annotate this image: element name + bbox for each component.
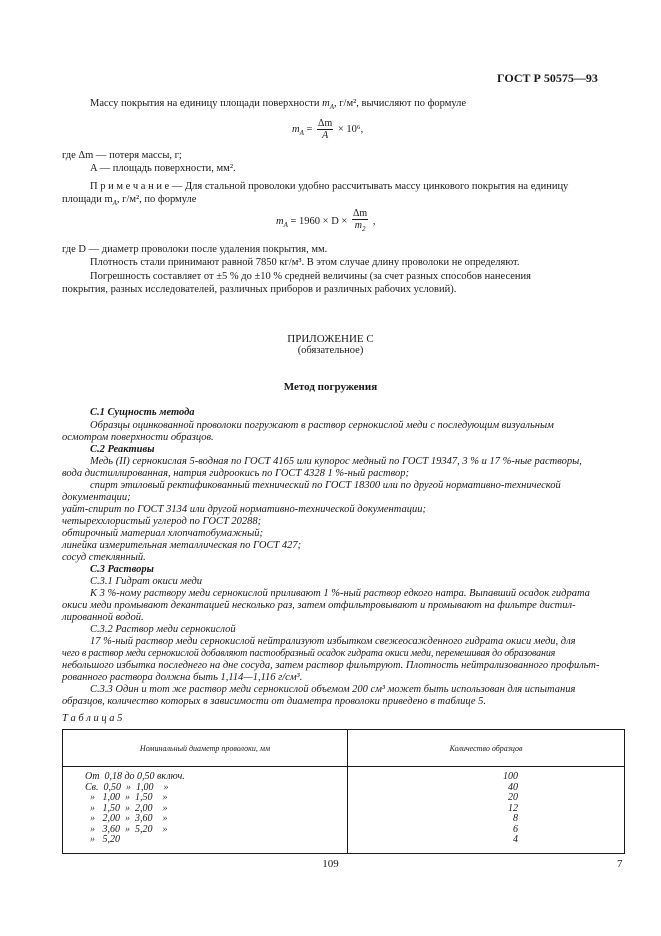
document-header: ГОСТ Р 50575—93: [497, 71, 598, 85]
c31-line3: лированной водой.: [62, 612, 144, 623]
table-cell-count: 8: [513, 813, 518, 824]
table-5: [62, 729, 625, 854]
density-paragraph: Плотность стали принимают равной 7850 кг/м³. В этом случае длину проволоки не определяют.: [90, 257, 520, 268]
c31-line1: К 3 %-ному раствору меди сернокислой приливают 1 %-ный раствор едкого натра. Выпавший осадок гидрата: [90, 588, 590, 599]
c2-line1: Медь (II) сернокислая 5-водная по ГОСТ 4165 или купорос медный по ГОСТ 19347, 3 % и 17 %-ные растворы,: [90, 456, 582, 467]
table-cell-diameter: » 5,20: [85, 834, 120, 845]
c32-line2: чего в раствор меди сернокислой добавляют пастообразный осадок гидрата окиси меди, перемешивая до образования: [62, 648, 556, 659]
table-cell-diameter: » 3,60 » 5,20 »: [85, 823, 168, 835]
c31-line2: окиси меди промывают декантацией несколько раз, затем отфильтровывают и промывают на фильтре дистил-: [62, 600, 576, 611]
table-header-count: Количество образцов: [348, 730, 625, 767]
section-c3-title: С.3 Растворы: [90, 564, 154, 575]
c2-line7: обтирочный материал хлопчатобумажный;: [62, 528, 263, 539]
formula-wire: [276, 208, 375, 235]
c1-line2: осмотром поверхности образцов.: [62, 432, 214, 443]
formula1-fraction: [317, 118, 333, 141]
formula1-num: Δm: [318, 118, 333, 129]
formula2-den: [352, 220, 368, 235]
note-sub: A: [112, 199, 117, 208]
formula1-den: A: [322, 130, 329, 141]
definition-delta-m: где Δm — потеря массы, г;: [62, 150, 182, 161]
formula2-den-sub: 2: [361, 225, 366, 233]
note-text2: площади m: [62, 194, 113, 205]
section-c2-title: С.2 Реактивы: [90, 444, 155, 455]
formula2-num: Δm: [352, 208, 368, 219]
formula2-lhs-sub: A: [283, 221, 288, 229]
formula2-den-var: m: [354, 220, 362, 231]
table-cell-count: 6: [513, 823, 518, 835]
intro-text: Массу покрытия на единицу площади поверхности: [90, 98, 320, 109]
note-label: П р и м е ч а н и е —: [90, 181, 183, 192]
definition-diameter: где D — диаметр проволоки после удаления покрытия, мм.: [62, 244, 328, 255]
formula1-eq: =: [306, 123, 313, 135]
error-paragraph-line1: Погрешность составляет от ±5 % до ±10 % средней величины (за счет разных способов нанесения: [90, 271, 531, 282]
table-cell-count: 40: [508, 781, 518, 793]
c1-line1: Образцы оцинкованной проволоки погружают в раствор сернокислой меди с последующим визуальным: [90, 420, 554, 431]
formula1-lhs: m: [292, 123, 300, 135]
intro-var-sub: A: [329, 103, 334, 112]
table-cell-diameter: » 1,50 » 2,00 »: [85, 802, 168, 814]
c32-line4: рованного раствора должна быть 1,114—1,116 г/см³.: [62, 672, 303, 683]
note-text: Для стальной проволоки удобно рассчитывать массу цинкового покрытия на единицу: [184, 181, 569, 192]
method-heading: Метод погружения: [283, 381, 378, 393]
intro-end: вычисляют по формуле: [361, 98, 467, 109]
intro-var: m: [322, 98, 330, 109]
error-paragraph-line2: покрытия, разных исследователей, различных приборов и различных рабочих условий).: [62, 284, 457, 295]
c2-line6: четыреххлористый углерод по ГОСТ 20288;: [62, 516, 262, 527]
c2-line4: документации;: [62, 492, 131, 503]
c33-line1: С.3.3 Один и тот же раствор меди сернокислой объемом 200 см³ может быть использован для испытания: [90, 684, 576, 695]
table-cell-diameter: » 1,00 » 1,50 »: [85, 792, 168, 803]
table-cell-diameter: » 2,00 » 3,60 »: [85, 813, 168, 824]
c32-title: С.3.2 Раствор меди сернокислой: [90, 624, 236, 635]
c2-line2: вода дистиллированная, натрия гидроокись по ГОСТ 4328 1 %-ный раствор;: [62, 468, 410, 479]
appendix-title: ПРИЛОЖЕНИЕ С: [287, 333, 374, 345]
formula2-fraction: [352, 208, 368, 235]
page-number: 109: [322, 858, 339, 870]
c2-line5: уайт-спирит по ГОСТ 3134 или другой нормативно-технической документации;: [62, 504, 426, 515]
table-body-row: [63, 767, 625, 854]
formula2-eq: = 1960 × D ×: [290, 215, 348, 227]
c32-line1: 17 %-ный раствор меди сернокислой нейтрализуют избытком свежеосажденного гидрата окиси меди, для: [90, 636, 576, 647]
table-header-row: [63, 730, 625, 767]
c32-line3: небольшого избытка последнего на дне сосуда, затем раствор фильтруют. Плотность нейтрализованного профильт-: [62, 660, 600, 671]
table-cell-diameter: От 0,18 до 0,50 включ.: [85, 771, 185, 782]
table-caption: Т а б л и ц а 5: [62, 713, 123, 724]
note-line1: [90, 181, 625, 194]
c33-line2: образцов, количество которых в зависимости от диаметра проволоки приведено в таблице 5.: [62, 696, 487, 707]
table-cell-count: 4: [513, 834, 518, 845]
formula1-tail: × 10⁶,: [337, 123, 364, 135]
c2-line3: спирт этиловый ректификованный технический по ГОСТ 18300 или по другой нормативно-технической: [90, 480, 561, 491]
c31-title: С.3.1 Гидрат окиси меди: [90, 576, 203, 587]
table-cell-count: 12: [508, 802, 518, 814]
table-cell-count: 20: [508, 792, 518, 803]
definition-area: A — площадь поверхности, мм².: [90, 163, 236, 174]
appendix-subtitle: (обязательное): [297, 345, 364, 356]
intro-paragraph: [90, 98, 610, 114]
c2-line9: сосуд стеклянный.: [62, 552, 146, 563]
table-diameter-column: [63, 767, 348, 854]
table-cell-count: 100: [503, 771, 518, 782]
sheet-number: 7: [617, 858, 623, 870]
note-text2-end: , г/м², по формуле: [116, 194, 197, 205]
formula2-tail: ,: [372, 215, 376, 227]
formula-mass-per-area: [292, 118, 363, 141]
table-count-column: [348, 767, 625, 854]
intro-unit: , г/м²,: [333, 98, 359, 109]
c2-line8: линейка измерительная металлическая по ГОСТ 427;: [62, 540, 302, 551]
table-cell-diameter: Св. 0,50 » 1,00 »: [85, 781, 169, 793]
table-header-diameter: Номинальный диаметр проволоки, мм: [63, 730, 348, 767]
formula2-lhs: m: [276, 215, 284, 227]
formula1-lhs-sub: A: [299, 129, 304, 137]
section-c1-title: С.1 Сущность метода: [90, 407, 195, 418]
note-line2: [62, 194, 196, 210]
